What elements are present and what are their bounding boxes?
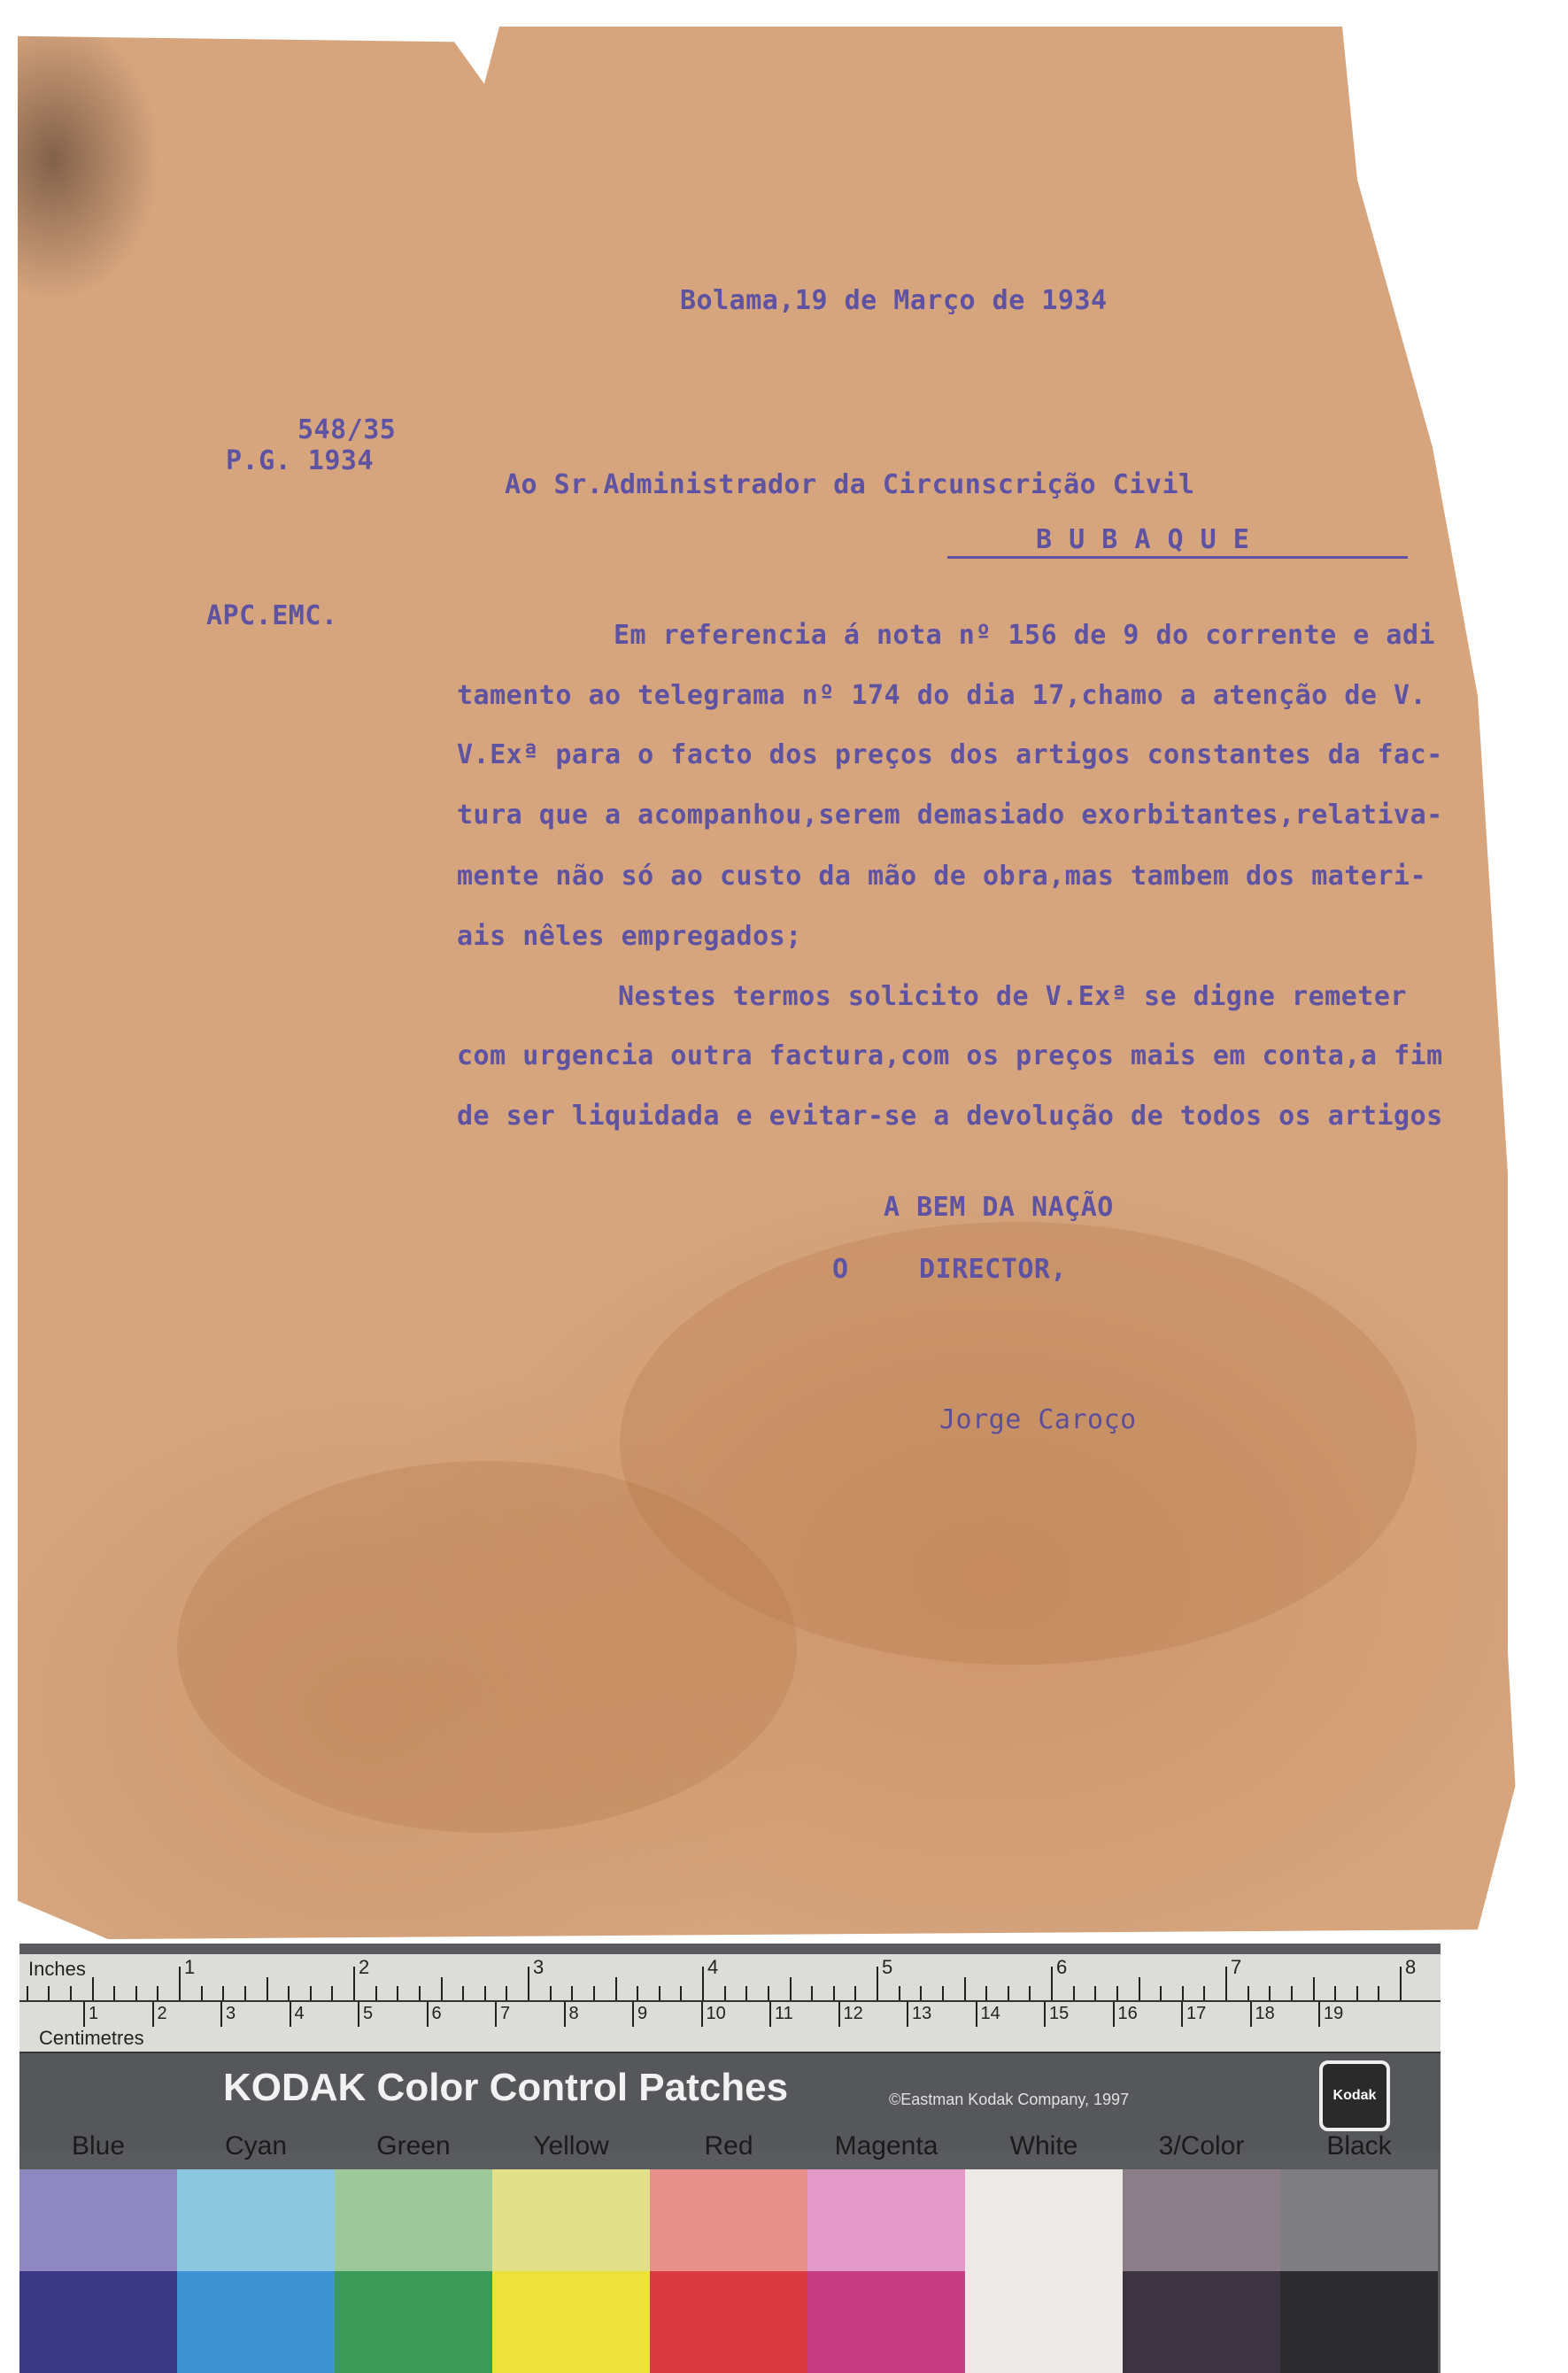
patch-label: 3/Color <box>1158 2131 1245 2160</box>
cm-tick <box>1044 2002 1046 2027</box>
cm-label: 14 <box>980 2004 1000 2023</box>
inch-subtick <box>1139 1977 1140 2000</box>
inch-subtick <box>157 1986 158 2000</box>
inch-label: 6 <box>1056 1956 1068 1978</box>
inch-subtick <box>899 1986 900 2000</box>
color-patch <box>177 2169 335 2271</box>
cm-label: 11 <box>775 2004 793 2023</box>
color-patch <box>1123 2169 1280 2271</box>
signatory-title: DIRECTOR, <box>919 1254 1068 1285</box>
color-patch <box>965 2271 1123 2373</box>
body-line: V.Exª para o facto dos preços dos artigos constantes da fac- <box>457 739 1443 770</box>
inch-subtick <box>985 1986 987 2000</box>
inch-label: 8 <box>1405 1956 1417 1978</box>
date-line: Bolama,19 de Março de 1934 <box>680 285 1108 316</box>
inch-scale <box>19 1954 1441 2002</box>
color-patch <box>1123 2271 1280 2373</box>
inch-tick <box>702 1967 704 2000</box>
inch-label: 1 <box>184 1956 196 1978</box>
inch-tick <box>1051 1967 1053 2000</box>
cm-label: 12 <box>843 2004 863 2023</box>
cm-label: 1 <box>89 2004 99 2023</box>
inch-subtick <box>920 1986 922 2000</box>
cm-label: 7 <box>500 2004 511 2023</box>
cm-tick <box>632 2002 634 2027</box>
inch-subtick <box>1073 1986 1075 2000</box>
cm-label: 16 <box>1117 2004 1138 2023</box>
cm-tick <box>427 2002 429 2027</box>
inch-subtick <box>222 1986 224 2000</box>
signature-name: Jorge Caroço <box>939 1404 1137 1435</box>
inch-subtick <box>811 1986 813 2000</box>
ruler <box>19 1954 1441 2053</box>
cm-label: 15 <box>1049 2004 1070 2023</box>
inch-subtick <box>1029 1986 1031 2000</box>
cm-tick <box>1181 2002 1183 2027</box>
inch-subtick <box>506 1986 507 2000</box>
inch-subtick <box>484 1986 486 2000</box>
inch-subtick <box>724 1986 726 2000</box>
patch-label: Blue <box>71 2131 126 2160</box>
signatory-article: O <box>832 1254 849 1285</box>
color-patch <box>335 2169 492 2271</box>
inch-subtick <box>1160 1986 1162 2000</box>
typist-initials: APC.EMC. <box>206 600 338 631</box>
cm-label: 19 <box>1324 2004 1344 2023</box>
kodak-color-chart <box>19 1944 1441 2373</box>
cm-tick <box>769 2002 771 2027</box>
patch-labels <box>19 2131 1441 2165</box>
inch-subtick <box>768 1986 769 2000</box>
body-line: Em referencia á nota nº 156 de 9 do corrente e adi <box>614 620 1436 651</box>
inch-subtick <box>27 1986 28 2000</box>
inch-subtick <box>1116 1986 1118 2000</box>
cm-tick <box>495 2002 497 2027</box>
cm-label: 3 <box>226 2004 236 2023</box>
inch-subtick <box>92 1977 94 2000</box>
cm-label: 5 <box>363 2004 374 2023</box>
cm-tick <box>290 2002 291 2027</box>
cm-label: 10 <box>706 2004 726 2023</box>
inch-subtick <box>593 1986 595 2000</box>
inch-subtick <box>113 1986 115 2000</box>
color-patch <box>492 2169 650 2271</box>
inch-subtick <box>48 1986 50 2000</box>
cm-tick <box>220 2002 222 2027</box>
inch-subtick <box>1378 1986 1379 2000</box>
water-stain <box>177 1461 797 1833</box>
color-patch <box>965 2169 1123 2271</box>
inch-subtick <box>1291 1986 1293 2000</box>
patch-label: Cyan <box>224 2131 288 2160</box>
inch-subtick <box>288 1986 290 2000</box>
inch-subtick <box>571 1986 573 2000</box>
chart-title: KODAK Color Control Patches <box>223 2066 789 2109</box>
body-line: de ser liquidada e evitar-se a devolução de todos os artigos <box>457 1101 1443 1132</box>
cm-tick <box>907 2002 908 2027</box>
cm-label: 13 <box>912 2004 932 2023</box>
cm-label: 2 <box>157 2004 167 2023</box>
inch-subtick <box>70 1986 72 2000</box>
patch-label: Red <box>704 2131 753 2160</box>
body-line: tura que a acompanhou,serem demasiado exorbitantes,relativa- <box>457 800 1443 831</box>
inch-subtick <box>637 1986 638 2000</box>
cm-label: 8 <box>568 2004 579 2023</box>
body-line: mente não só ao custo da mão de obra,mas tambem dos materi- <box>457 861 1427 892</box>
inch-subtick <box>1203 1986 1205 2000</box>
inch-tick <box>877 1967 878 2000</box>
cm-tick <box>1318 2002 1320 2027</box>
inch-subtick <box>790 1977 792 2000</box>
inch-subtick <box>833 1986 835 2000</box>
cm-tick <box>838 2002 840 2027</box>
inch-subtick <box>615 1977 617 2000</box>
inch-subtick <box>680 1986 682 2000</box>
inch-subtick <box>1334 1986 1336 2000</box>
color-patches <box>19 2169 1441 2373</box>
cm-tick <box>1113 2002 1115 2027</box>
inch-tick <box>179 1967 181 2000</box>
inch-subtick <box>331 1986 333 2000</box>
cm-label: 17 <box>1186 2004 1207 2023</box>
copyright-text: ©Eastman Kodak Company, 1997 <box>889 2091 1130 2108</box>
inch-label: 4 <box>707 1956 719 1978</box>
inch-subtick <box>1008 1986 1009 2000</box>
inch-subtick <box>310 1986 312 2000</box>
patch-label: Black <box>1326 2131 1392 2160</box>
color-patch <box>807 2271 965 2373</box>
reference-number: 548/35 <box>297 414 397 445</box>
cm-label: 6 <box>431 2004 442 2023</box>
cm-label: 9 <box>637 2004 648 2023</box>
inch-subtick <box>375 1986 377 2000</box>
color-patch <box>492 2271 650 2373</box>
cm-label: 18 <box>1255 2004 1275 2023</box>
inch-subtick <box>1182 1986 1184 2000</box>
kodak-logo: Kodak <box>1319 2060 1390 2131</box>
inch-tick <box>528 1967 529 2000</box>
color-patch <box>1280 2169 1438 2271</box>
inch-label: 2 <box>359 1956 370 1978</box>
inch-tick <box>1400 1967 1402 2000</box>
cm-label: 4 <box>294 2004 305 2023</box>
inch-subtick <box>1313 1977 1315 2000</box>
body-line: Nestes termos solicito de V.Exª se digne remeter <box>618 981 1407 1012</box>
patch-label: White <box>1009 2131 1078 2160</box>
color-patch <box>650 2169 807 2271</box>
closing-salutation: A BEM DA NAÇÃO <box>884 1192 1114 1223</box>
cm-tick <box>701 2002 703 2027</box>
cm-tick <box>976 2002 977 2027</box>
inch-subtick <box>1247 1986 1249 2000</box>
inch-subtick <box>854 1986 856 2000</box>
inch-subtick <box>397 1986 398 2000</box>
reference-code: P.G. 1934 <box>226 445 375 476</box>
color-patch <box>19 2271 177 2373</box>
inch-tick <box>353 1967 355 2000</box>
inch-subtick <box>1356 1986 1358 2000</box>
cm-tick <box>152 2002 154 2027</box>
patch-label: Yellow <box>533 2131 609 2160</box>
inch-subtick <box>135 1986 137 2000</box>
cm-tick <box>83 2002 85 2027</box>
place-underline <box>947 556 1408 559</box>
color-patch <box>1280 2271 1438 2373</box>
inch-subtick <box>201 1986 203 2000</box>
inch-subtick <box>745 1986 747 2000</box>
place-name: B U B A Q U E <box>1036 524 1250 555</box>
body-line: tamento ao telegrama nº 174 do dia 17,chamo a atenção de V. <box>457 680 1427 711</box>
inch-subtick <box>1269 1986 1271 2000</box>
inch-subtick <box>1094 1986 1096 2000</box>
cm-tick <box>564 2002 566 2027</box>
inch-subtick <box>419 1986 421 2000</box>
body-line: ais nêles empregados; <box>457 921 802 952</box>
color-patch <box>807 2169 965 2271</box>
inch-subtick <box>462 1986 464 2000</box>
color-patch <box>177 2271 335 2373</box>
inch-label: 3 <box>533 1956 545 1978</box>
addressee: Ao Sr.Administrador da Circunscrição Civil <box>505 469 1195 500</box>
patch-label: Magenta <box>834 2131 938 2160</box>
patch-label: Green <box>376 2131 451 2160</box>
inch-subtick <box>266 1977 268 2000</box>
color-patch <box>650 2271 807 2373</box>
inch-subtick <box>441 1977 443 2000</box>
inch-subtick <box>244 1986 246 2000</box>
inch-subtick <box>942 1986 944 2000</box>
color-patch <box>335 2271 492 2373</box>
inch-label: 5 <box>882 1956 893 1978</box>
color-patch <box>19 2169 177 2271</box>
cm-tick <box>358 2002 359 2027</box>
inches-label: Inches <box>28 1958 86 1980</box>
cm-tick <box>1250 2002 1252 2027</box>
inch-subtick <box>550 1986 552 2000</box>
body-line: com urgencia outra factura,com os preços mais em conta,a fim <box>457 1040 1443 1071</box>
inch-tick <box>1225 1967 1227 2000</box>
inch-label: 7 <box>1231 1956 1242 1978</box>
inch-subtick <box>659 1986 660 2000</box>
centimetres-label: Centimetres <box>39 2027 144 2049</box>
inch-subtick <box>964 1977 966 2000</box>
